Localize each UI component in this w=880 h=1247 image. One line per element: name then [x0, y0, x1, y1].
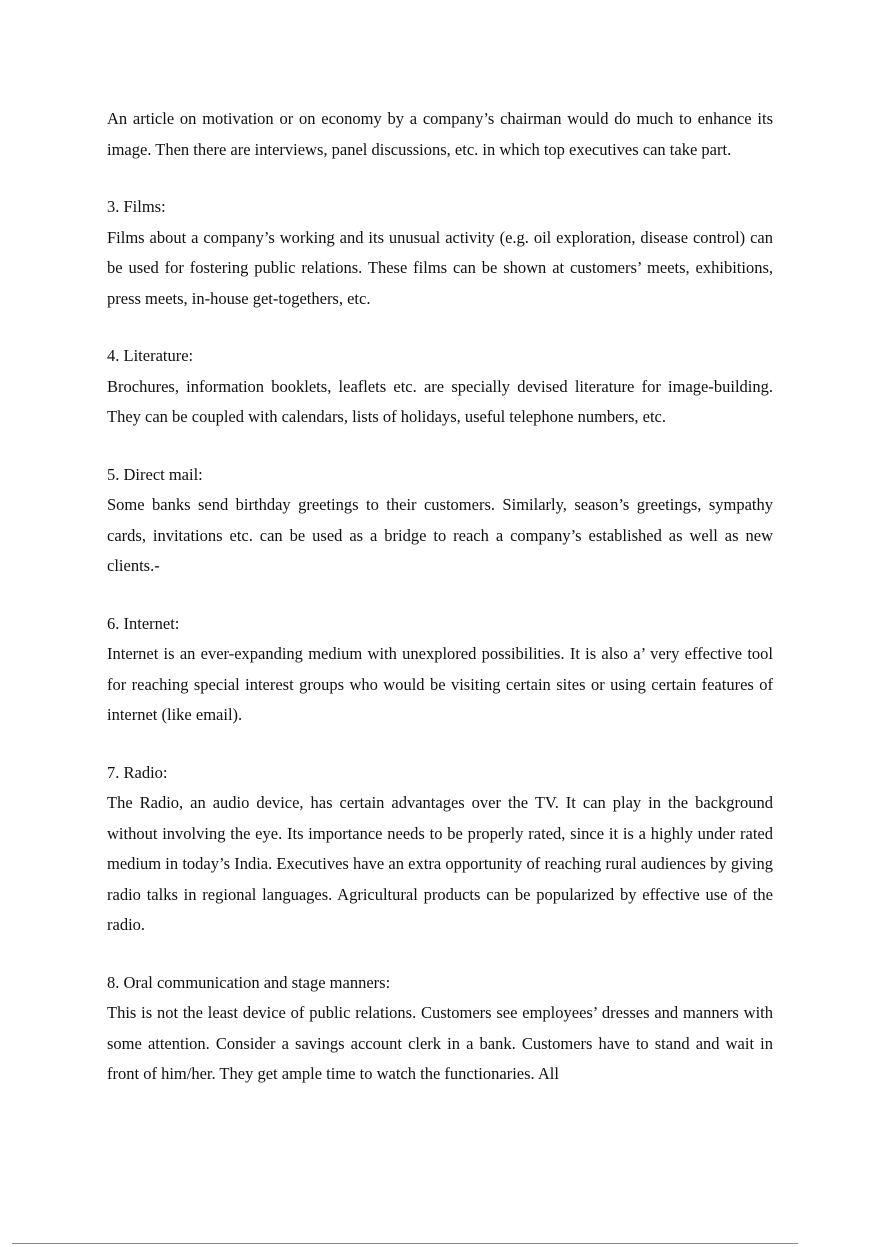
section-oral-communication — [107, 968, 773, 1090]
section-heading-radio: 7. Radio: — [107, 762, 168, 782]
section-direct-mail — [107, 460, 773, 582]
section-body-internet: Internet is an ever-expanding medium with unexplored possibilities. It is also a’ very effective tool for reaching special interest groups who would be visiting certain sites or using certain features of internet (like email). — [107, 644, 773, 724]
section-heading-literature: 4. Literature: — [107, 346, 194, 365]
section-body-radio: The Radio, an audio device, has certain advantages over the TV. It can play in the background without involving the eye. Its importance needs to be properly rated, since it is a highly under rated medium in today’s India. Executives have an extra opportunity of reaching rural audiences by giving radio talks in regional languages. Agricultural products can be popularized by effective use of the radio. — [107, 793, 773, 934]
section-body-films: Films about a company’s working and its unusual activity (e.g. oil exploration, disease control) can be used for fostering public relations. These films can be shown at customers’ meets, exhibitions, press meets, in-house get-togethers, etc. — [107, 227, 773, 308]
section-heading-internet: 6. Internet: — [107, 613, 180, 633]
intro-block — [107, 104, 773, 165]
section-films — [107, 192, 773, 314]
document-page — [107, 104, 773, 1117]
section-heading-oral-communication: 8. Oral communication and stage manners: — [107, 972, 391, 992]
section-literature — [107, 341, 773, 433]
section-body-direct-mail: Some banks send birthday greetings to their customers. Similarly, season’s greetings, sympathy cards, invitations etc. can be used as a bridge to reach a company’s established as well as new clients.- — [107, 495, 773, 575]
intro-paragraph: An article on motivation or on economy by a company’s chairman would do much to enhance its image. Then there are interviews, panel discussions, etc. in which top executives can take part. — [107, 109, 773, 159]
section-body-oral-communication: This is not the least device of public relations. Customers see employees’ dresses and manners with some attention. Consider a savings account clerk in a bank. Customers have to stand and wait in front of him/her. They get ample time to watch the functionaries. All — [107, 1003, 773, 1083]
section-internet — [107, 609, 773, 731]
footer-rule — [12, 1243, 798, 1244]
section-body-literature: Brochures, information booklets, leaflets etc. are specially devised literature for image-building. They can be coupled with calendars, lists of holidays, useful telephone numbers, etc. — [107, 376, 773, 426]
section-radio — [107, 758, 773, 941]
section-heading-films: 3. Films: — [107, 197, 166, 216]
section-heading-direct-mail: 5. Direct mail: — [107, 464, 203, 484]
